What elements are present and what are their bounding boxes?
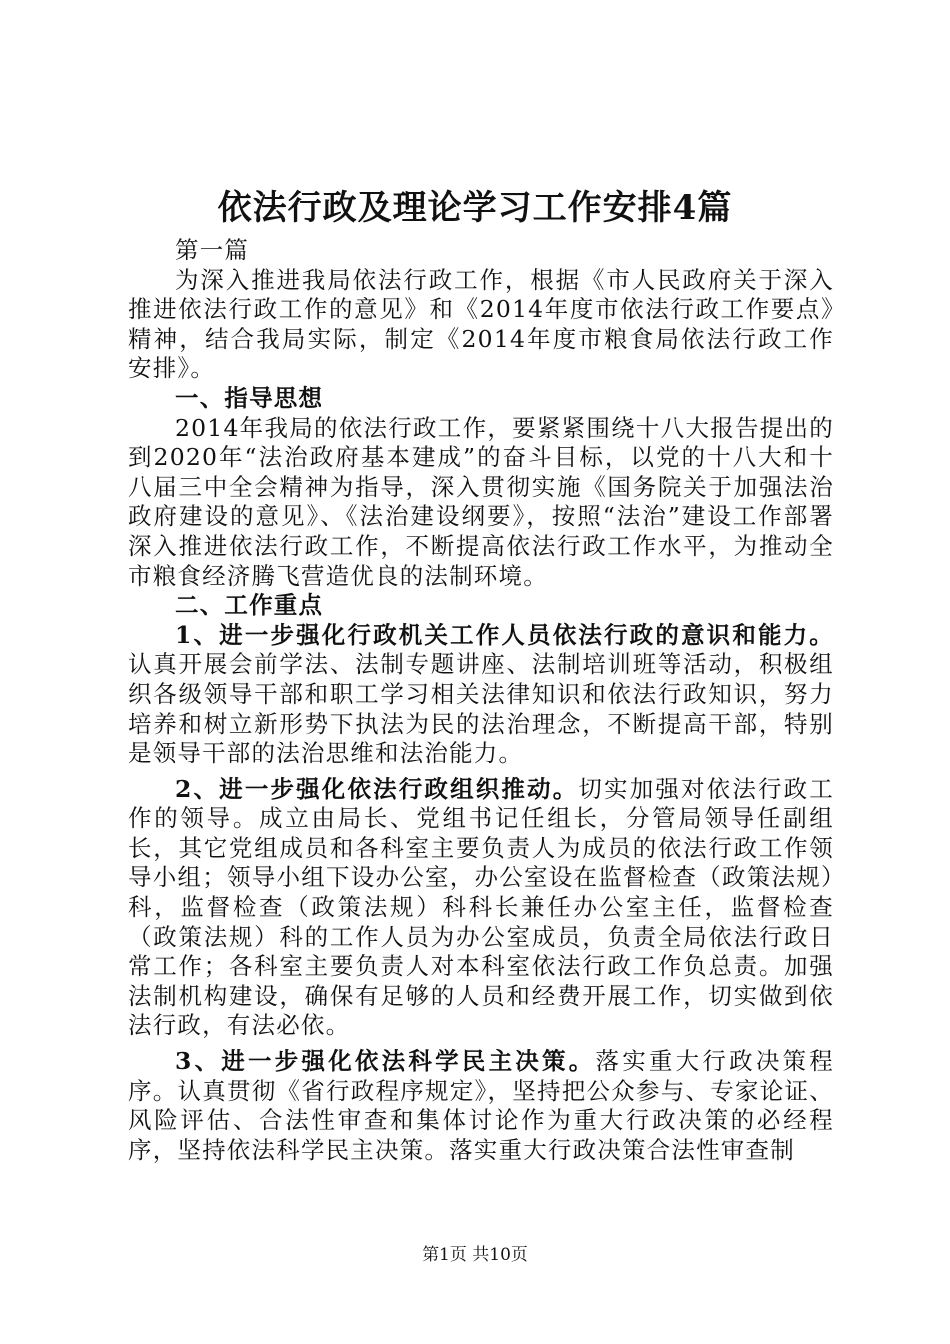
- work-item-1-text: 认真开展会前学法、法制专题讲座、法制培训班等活动，积极组织各级领导干部和职工学习相关法律知识和依法行政知识，努力培养和树立新形势下执法为民的法治理念，不断提高干部，特别是领导干部的法治思维和法治能力。: [128, 650, 834, 768]
- guiding-thought-paragraph: 2014年我局的依法行政工作，要紧紧围绕十八大报告提出的到2020年“法治政府基本建成”的奋斗目标，以党的十八大和十八届三中全会精神为指导，深入贯彻实施《国务院关于加强法治政府建设的意见》、《法治建设纲要》，按照“法治”建设工作部署深入推进依法行政工作，不断提高依法行政工作水平，为推动全市粮食经济腾飞营造优良的法制环境。: [128, 413, 834, 590]
- work-item-2-text: 切实加强对依法行政工作的领导。成立由局长、党组书记任组长，分管局领导任副组长，其它党组成员和各科室主要负责人为成员的依法行政工作领导小组；领导小组下设办公室，办公室设在监督检查（政策法规）科，监督检查（政策法规）科科长兼任办公室主任，监督检查（政策法规）科的工作人员为办公室成员，负责全局依法行政日常工作；各科室主要负责人对本科室依法行政工作负总责。加强法制机构建设，确保有足够的人员和经费开展工作，切实做到依法行政，有法必依。: [128, 774, 834, 1040]
- intro-paragraph: 为深入推进我局依法行政工作，根据《市人民政府关于深入推进依法行政工作的意见》和《2014年度市依法行政工作要点》精神，结合我局实际，制定《2014年度市粮食局依法行政工作安排》。: [128, 265, 834, 383]
- document-body: [128, 236, 834, 1165]
- work-item-3: [128, 1047, 834, 1165]
- work-item-3-lead: 3、进一步强化依法科学民主决策。: [175, 1047, 596, 1076]
- work-item-3-text: 落实重大行政决策程序。认真贯彻《省行政程序规定》，坚持把公众参与、专家论证、风险评估、合法性审查和集体讨论作为重大行政决策的必经程序，坚持依法科学民主决策。落实重大行政决策合法性审查制: [128, 1047, 834, 1164]
- section-label: 第一篇: [175, 236, 250, 264]
- page-footer: 第1页 共10页: [422, 1245, 528, 1265]
- document-title: 依法行政及理论学习工作安排4篇: [217, 188, 733, 228]
- work-item-1: [128, 621, 834, 769]
- work-item-1-lead: 1、进一步强化行政机关工作人员依法行政的意识和能力。: [175, 620, 834, 649]
- heading-work-focus: 二、工作重点: [175, 591, 324, 620]
- work-item-2-lead: 2、进一步强化依法行政组织推动。: [175, 774, 579, 803]
- work-item-2: [128, 775, 834, 1041]
- heading-guiding-thought: 一、指导思想: [175, 383, 324, 412]
